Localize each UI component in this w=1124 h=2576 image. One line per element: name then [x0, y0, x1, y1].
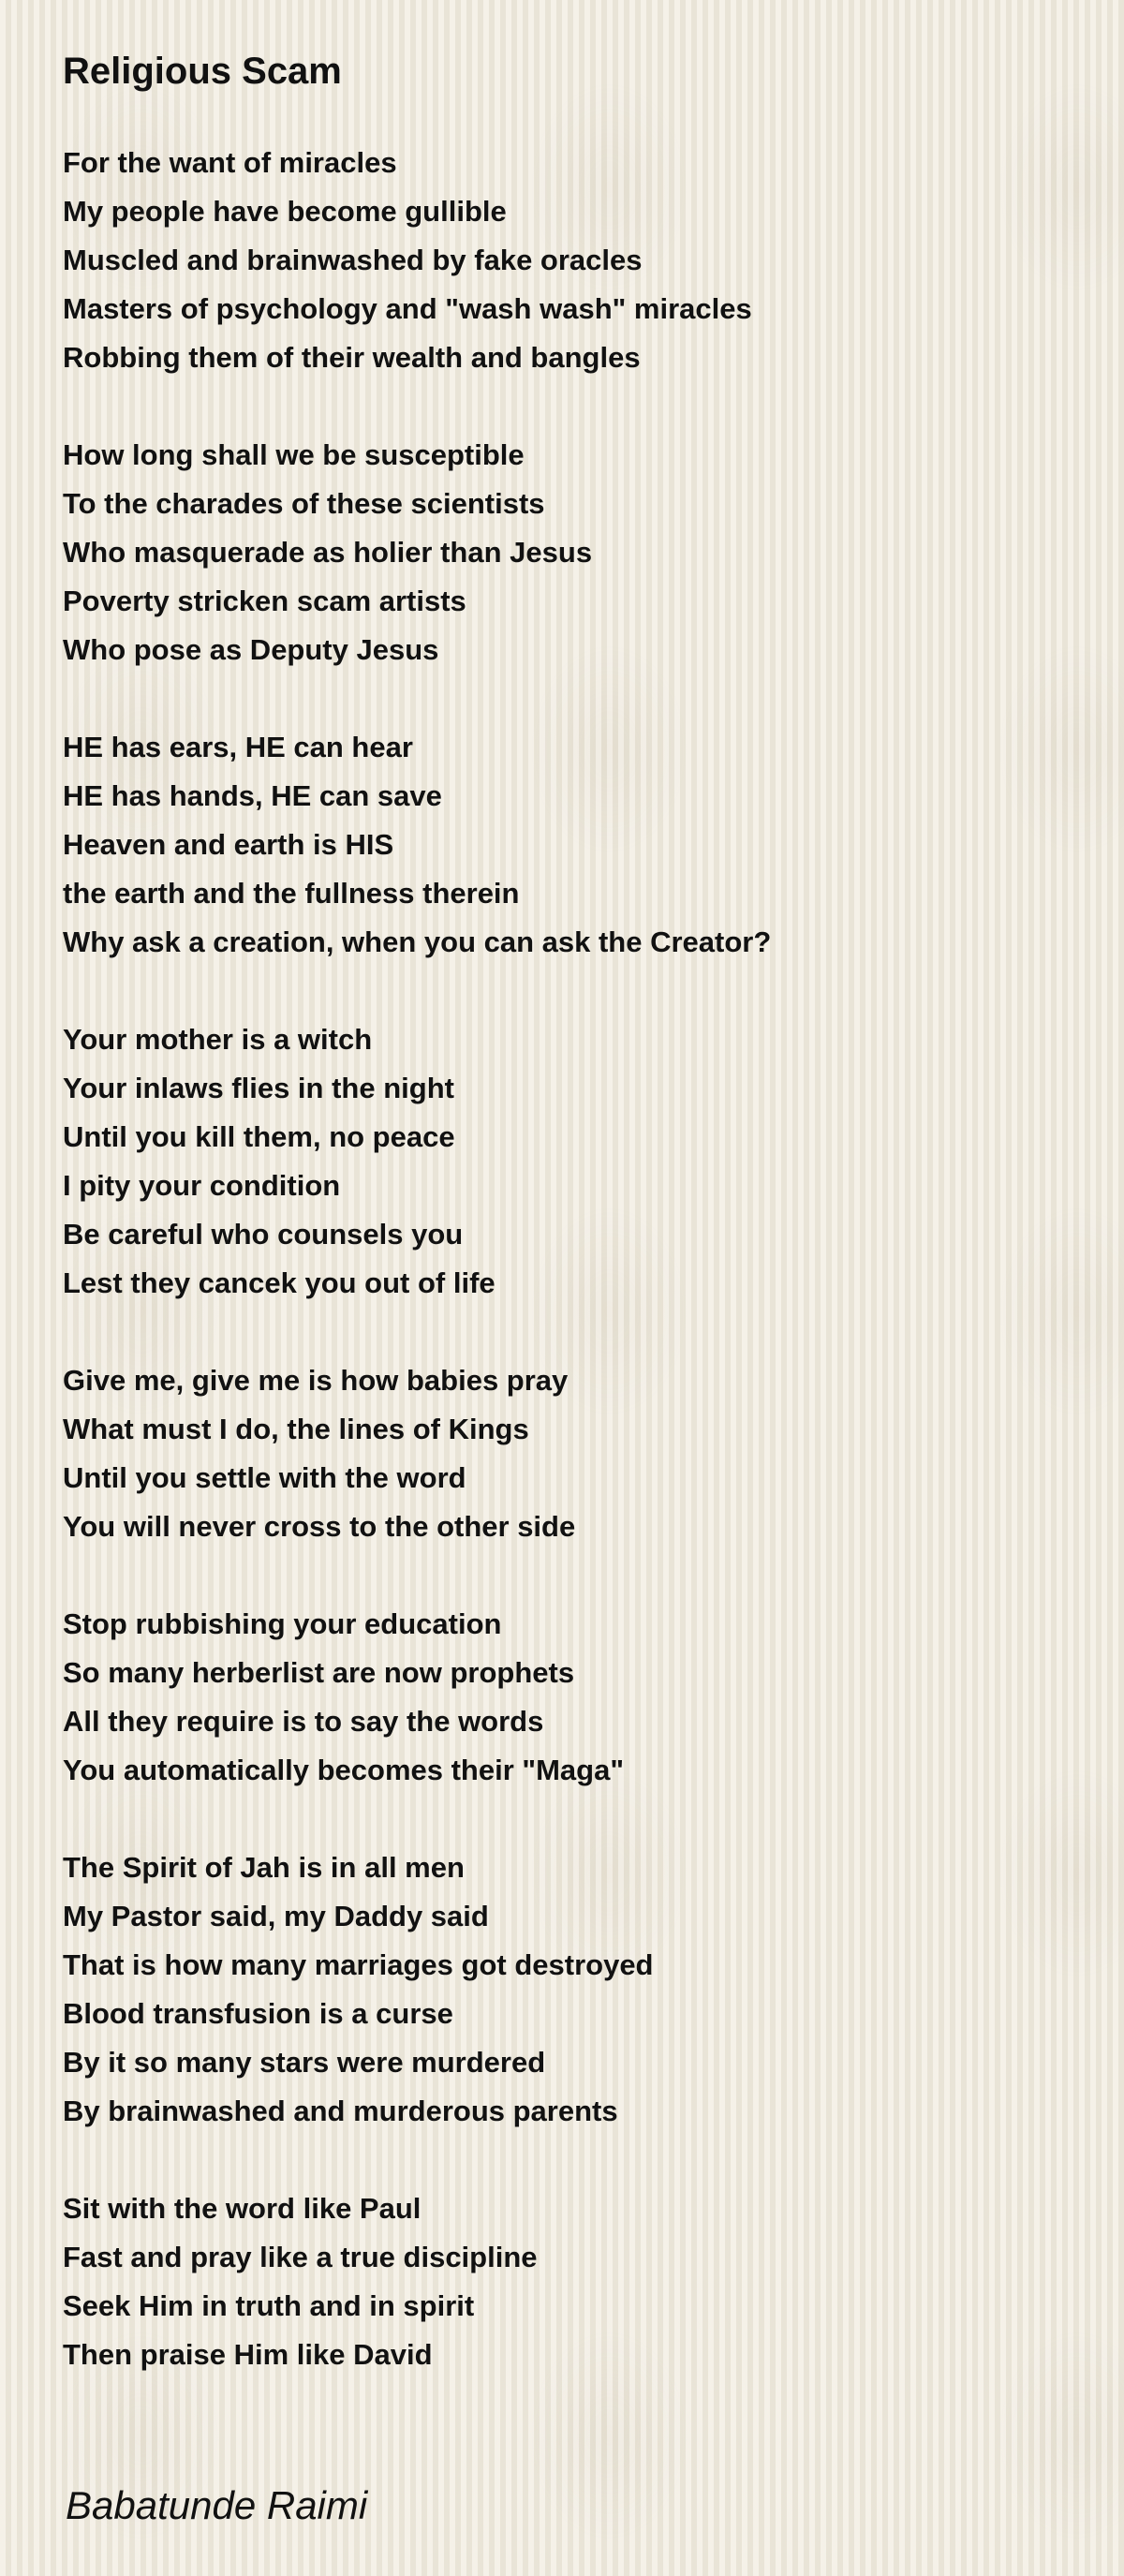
poem-body: [63, 139, 1074, 2428]
poem-line: Who pose as Deputy Jesus: [63, 633, 439, 666]
poem-line: Stop rubbishing your education: [63, 1607, 502, 1640]
stanza: [63, 1356, 1074, 1551]
poem-line: Why ask a creation, when you can ask the Creator?: [63, 925, 772, 958]
stanza: [63, 1600, 1074, 1795]
poem-line: By brainwashed and murderous parents: [63, 2095, 618, 2127]
poem-author: Babatunde Raimi: [66, 2483, 368, 2527]
poem-line: By it so many stars were murdered: [63, 2046, 546, 2079]
stanza: [63, 139, 1074, 382]
poem-line: Muscled and brainwashed by fake oracles: [63, 244, 643, 276]
poem-line: For the want of miracles: [63, 146, 397, 179]
poem-line: Then praise Him like David: [63, 2338, 433, 2371]
poem-line: Give me, give me is how babies pray: [63, 1364, 569, 1397]
poem-line: You automatically becomes their "Maga": [63, 1754, 625, 1786]
stanza: [63, 1015, 1074, 1308]
poem-line: Blood transfusion is a curse: [63, 1997, 453, 2030]
stanza: [63, 2184, 1074, 2379]
poem-line: HE has hands, HE can save: [63, 779, 442, 812]
poem-line: Who masquerade as holier than Jesus: [63, 536, 593, 569]
poem-line: the earth and the fullness therein: [63, 877, 520, 910]
poem-line: Until you kill them, no peace: [63, 1120, 455, 1153]
poem-line: The Spirit of Jah is in all men: [63, 1851, 465, 1884]
poem-line: To the charades of these scientists: [63, 487, 545, 520]
poem-line: Heaven and earth is HIS: [63, 828, 394, 861]
poem-line: That is how many marriages got destroyed: [63, 1948, 654, 1981]
poem-line: Masters of psychology and "wash wash" miracles: [63, 292, 752, 325]
poem-line: Poverty stricken scam artists: [63, 585, 466, 617]
poem-line: So many herberlist are now prophets: [63, 1656, 575, 1689]
poem-line: I pity your condition: [63, 1169, 341, 1202]
stanza: [63, 1843, 1074, 2136]
poem-line: How long shall we be susceptible: [63, 438, 525, 471]
poem-line: Robbing them of their wealth and bangles: [63, 341, 641, 374]
poem-line: My people have become gullible: [63, 195, 507, 228]
poem-line: Your inlaws flies in the night: [63, 1072, 454, 1104]
poem-line: Until you settle with the word: [63, 1461, 466, 1494]
poem-line: Be careful who counsels you: [63, 1218, 464, 1251]
poem-line: Sit with the word like Paul: [63, 2192, 422, 2225]
poem-line: HE has ears, HE can hear: [63, 731, 413, 763]
poem-title: Religious Scam: [63, 51, 342, 92]
poem-line: Your mother is a witch: [63, 1023, 373, 1056]
stanza: [63, 723, 1074, 967]
poem-line: My Pastor said, my Daddy said: [63, 1900, 489, 1932]
poem-line: Lest they cancek you out of life: [63, 1266, 495, 1299]
poem-line: You will never cross to the other side: [63, 1510, 576, 1543]
poem-line: What must I do, the lines of Kings: [63, 1413, 529, 1445]
poem-line: Seek Him in truth and in spirit: [63, 2289, 475, 2322]
stanza: [63, 431, 1074, 674]
poem-line: All they require is to say the words: [63, 1705, 544, 1738]
poem-line: Fast and pray like a true discipline: [63, 2241, 538, 2273]
